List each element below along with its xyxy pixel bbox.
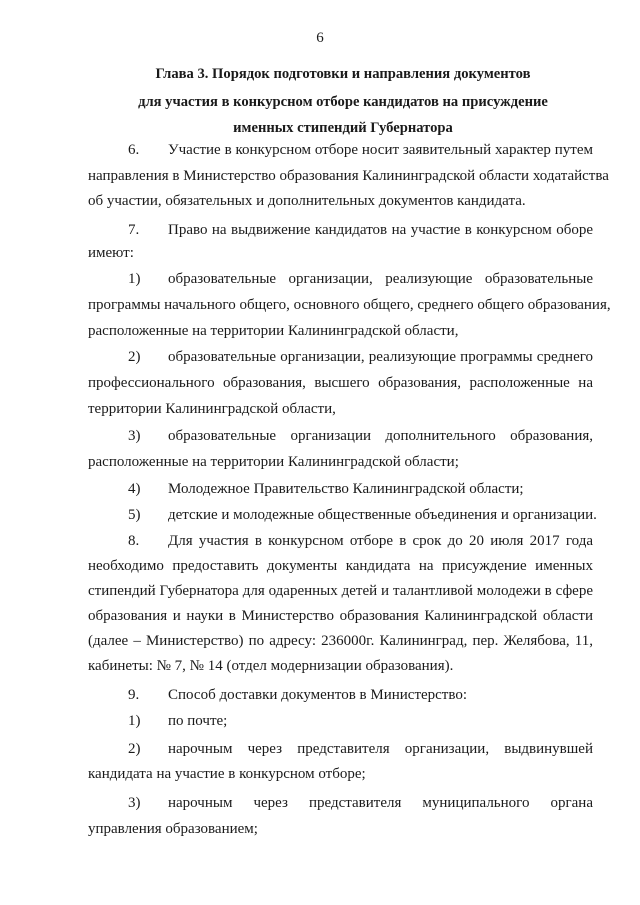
list-item-line: профессионального образования, высшего образования, расположенные на [88, 375, 593, 391]
paragraph-8-line: (далее – Министерство) по адресу: 236000г. Калининград, пер. Желябова, 11, [88, 633, 593, 649]
paragraph-8-line: Для участия в конкурсном отборе в срок до 20 июля 2017 года [168, 533, 593, 549]
list-item-number: 4) [128, 481, 141, 497]
list-item-line: кандидата на участие в конкурсном отборе; [88, 766, 366, 782]
list-item-line: нарочным через представителя организации, выдвинувшей [168, 741, 593, 757]
paragraph-6-line: направления в Министерство образования Калининградской области ходатайства [88, 168, 609, 184]
paragraph-6-number: 6. [128, 142, 140, 158]
list-item-line: расположенные на территории Калининградской области; [88, 454, 459, 470]
chapter-title-line-3: именных стипендий Губернатора [233, 120, 453, 136]
list-item-number: 3) [128, 428, 141, 444]
paragraph-8-line: кабинеты: № 7, № 14 (отдел модернизации образования). [88, 658, 454, 674]
list-item-line: расположенные на территории Калининградской области, [88, 323, 459, 339]
chapter-title-line-2: для участия в конкурсном отборе кандидатов на присуждение [138, 94, 548, 110]
paragraph-6-line: Участие в конкурсном отборе носит заявительный характер путем [168, 142, 593, 158]
list-item-number: 1) [128, 271, 141, 287]
list-item-line: образовательные организации дополнительного образования, [168, 428, 593, 444]
list-item-line: образовательные организации, реализующие образовательные [168, 271, 593, 287]
list-item-line: Молодежное Правительство Калининградской области; [168, 481, 524, 497]
paragraph-8-number: 8. [128, 533, 140, 549]
page-number: 6 [316, 30, 324, 46]
paragraph-9-line: Способ доставки документов в Министерство: [168, 687, 468, 703]
chapter-title-line-1: Глава 3. Порядок подготовки и направления документов [155, 66, 531, 82]
list-item-line: управления образованием; [88, 821, 258, 837]
list-item-line: образовательные организации, реализующие программы среднего [168, 349, 593, 365]
paragraph-8-line: необходимо предоставить документы кандидата на присуждение именных [88, 558, 593, 574]
list-item-line: по почте; [168, 713, 228, 729]
paragraph-7-line: Право на выдвижение кандидатов на участие в конкурсном оборе [168, 222, 593, 238]
list-item-number: 2) [128, 741, 141, 757]
list-item-line: нарочным через представителя муниципального органа [168, 795, 593, 811]
list-item-number: 5) [128, 507, 141, 523]
paragraph-6-line: об участии, обязательных и дополнительных документов кандидата. [88, 193, 526, 209]
list-item-line: территории Калининградской области, [88, 401, 336, 417]
paragraph-7-number: 7. [128, 222, 140, 238]
list-item-line: детские и молодежные общественные объединения и организации. [168, 507, 597, 523]
list-item-number: 3) [128, 795, 141, 811]
paragraph-8-line: стипендий Губернатора для одаренных детей и талантливой молодежи в сфере [88, 583, 593, 599]
list-item-number: 2) [128, 349, 141, 365]
paragraph-9-number: 9. [128, 687, 140, 703]
list-item-line: программы начального общего, основного общего, среднего общего образования, [88, 297, 611, 313]
paragraph-8-line: образования и науки в Министерство образования Калининградской области [88, 608, 593, 624]
list-item-number: 1) [128, 713, 141, 729]
paragraph-7-line: имеют: [88, 245, 134, 261]
